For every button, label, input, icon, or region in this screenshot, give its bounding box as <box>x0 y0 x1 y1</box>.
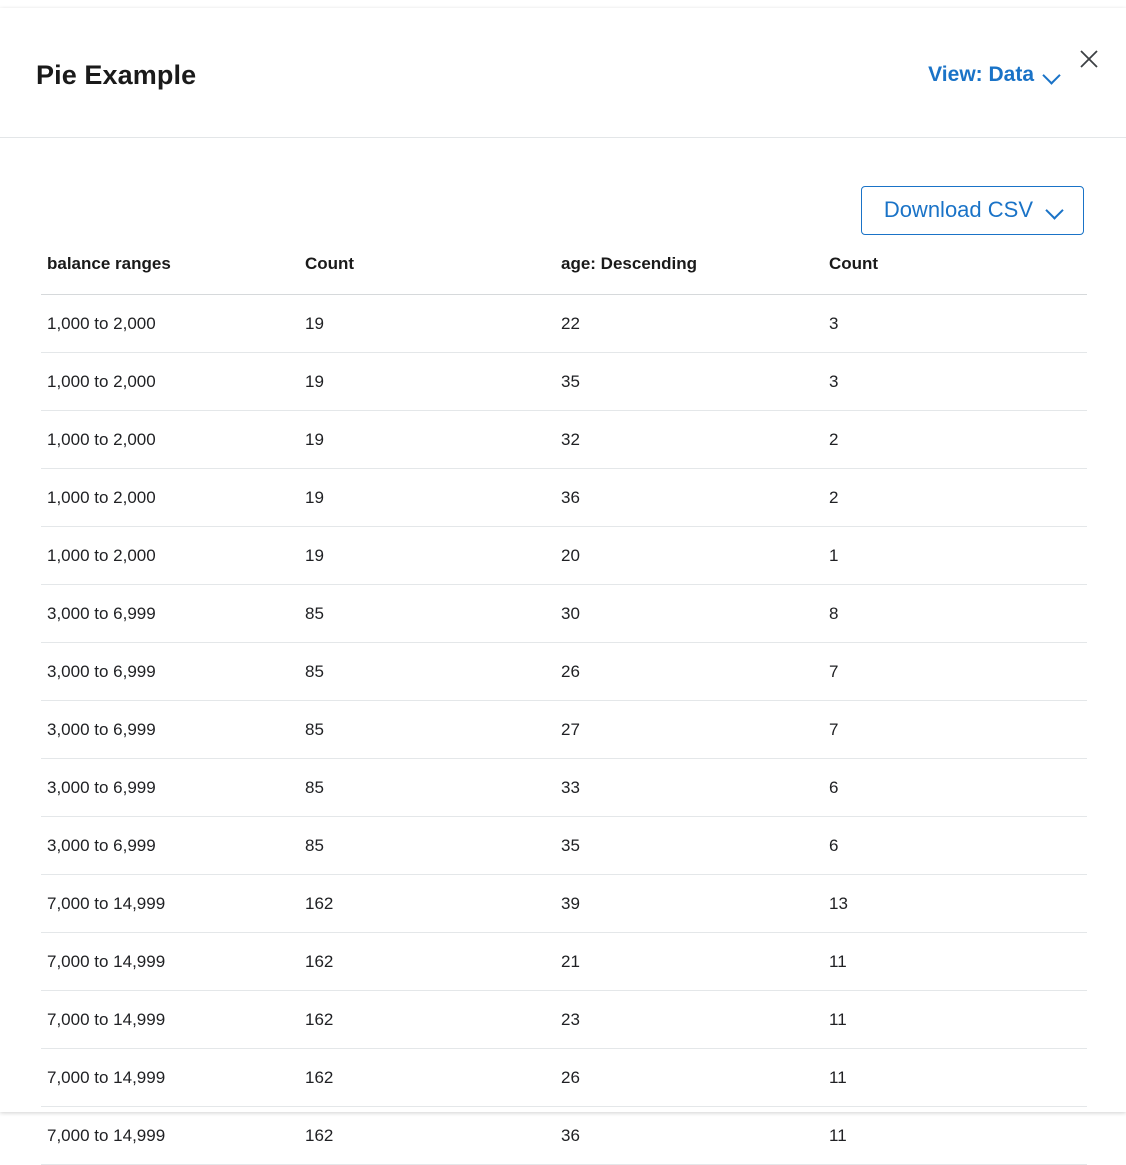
cell-balance-range: 1,000 to 2,000 <box>41 527 305 585</box>
cell-age: 36 <box>561 1107 829 1165</box>
table-header <box>41 254 1087 295</box>
cell-age: 27 <box>561 701 829 759</box>
download-csv-button[interactable] <box>861 186 1084 235</box>
cell-balance-range: 3,000 to 6,999 <box>41 643 305 701</box>
table-row <box>41 411 1087 469</box>
cell-count-2: 3 <box>829 353 1087 411</box>
table-row <box>41 991 1087 1049</box>
cell-age: 35 <box>561 817 829 875</box>
cell-age: 33 <box>561 759 829 817</box>
cell-count-1: 19 <box>305 527 561 585</box>
cell-age: 21 <box>561 933 829 991</box>
cell-balance-range: 7,000 to 14,999 <box>41 1107 305 1165</box>
cell-count-2: 11 <box>829 933 1087 991</box>
cell-age: 23 <box>561 991 829 1049</box>
table-row <box>41 933 1087 991</box>
table-row <box>41 527 1087 585</box>
cell-count-1: 19 <box>305 353 561 411</box>
table-row <box>41 295 1087 353</box>
cell-balance-range: 3,000 to 6,999 <box>41 817 305 875</box>
cell-count-2: 13 <box>829 875 1087 933</box>
cell-age: 35 <box>561 353 829 411</box>
cell-balance-range: 3,000 to 6,999 <box>41 701 305 759</box>
cell-balance-range: 7,000 to 14,999 <box>41 875 305 933</box>
cell-balance-range: 7,000 to 14,999 <box>41 991 305 1049</box>
cell-count-1: 162 <box>305 1107 561 1165</box>
cell-count-2: 11 <box>829 1049 1087 1107</box>
table-row <box>41 1107 1087 1165</box>
cell-count-1: 162 <box>305 933 561 991</box>
cell-count-2: 11 <box>829 991 1087 1049</box>
cell-balance-range: 1,000 to 2,000 <box>41 469 305 527</box>
cell-age: 30 <box>561 585 829 643</box>
cell-count-2: 6 <box>829 759 1087 817</box>
cell-count-2: 2 <box>829 469 1087 527</box>
table-body <box>41 295 1087 1165</box>
cell-count-2: 6 <box>829 817 1087 875</box>
table-row <box>41 643 1087 701</box>
column-header-count-1[interactable]: Count <box>305 254 561 295</box>
cell-count-2: 1 <box>829 527 1087 585</box>
cell-balance-range: 7,000 to 14,999 <box>41 1049 305 1107</box>
table-row <box>41 469 1087 527</box>
download-area <box>861 186 1084 235</box>
cell-count-2: 7 <box>829 643 1087 701</box>
table-header-row <box>41 254 1087 295</box>
table-row <box>41 759 1087 817</box>
chevron-down-icon <box>1047 202 1063 218</box>
table-row <box>41 1049 1087 1107</box>
cell-balance-range: 3,000 to 6,999 <box>41 585 305 643</box>
cell-age: 20 <box>561 527 829 585</box>
cell-count-2: 3 <box>829 295 1087 353</box>
cell-balance-range: 3,000 to 6,999 <box>41 759 305 817</box>
view-selector-label: View: Data <box>928 63 1034 86</box>
page-title: Pie Example <box>36 60 197 90</box>
cell-age: 26 <box>561 643 829 701</box>
cell-count-2: 8 <box>829 585 1087 643</box>
cell-age: 32 <box>561 411 829 469</box>
cell-balance-range: 7,000 to 14,999 <box>41 933 305 991</box>
cell-count-1: 85 <box>305 759 561 817</box>
column-header-age-descending[interactable]: age: Descending <box>561 254 829 295</box>
table-row <box>41 585 1087 643</box>
cell-age: 22 <box>561 295 829 353</box>
table-row <box>41 701 1087 759</box>
cell-age: 26 <box>561 1049 829 1107</box>
cell-count-1: 162 <box>305 991 561 1049</box>
cell-count-1: 19 <box>305 411 561 469</box>
view-selector[interactable] <box>928 63 1060 87</box>
table-row <box>41 875 1087 933</box>
table-row <box>41 353 1087 411</box>
cell-count-1: 85 <box>305 643 561 701</box>
cell-count-1: 162 <box>305 875 561 933</box>
cell-balance-range: 1,000 to 2,000 <box>41 411 305 469</box>
cell-count-2: 2 <box>829 411 1087 469</box>
table-row <box>41 817 1087 875</box>
close-icon[interactable] <box>1074 44 1104 74</box>
cell-count-1: 162 <box>305 1049 561 1107</box>
column-header-count-2[interactable]: Count <box>829 254 1087 295</box>
cell-age: 39 <box>561 875 829 933</box>
chevron-down-icon <box>1044 67 1060 83</box>
cell-count-1: 85 <box>305 585 561 643</box>
cell-count-1: 19 <box>305 295 561 353</box>
cell-count-1: 85 <box>305 817 561 875</box>
data-modal <box>0 8 1126 1145</box>
cell-count-2: 7 <box>829 701 1087 759</box>
modal-header <box>0 8 1126 138</box>
column-header-balance-ranges[interactable]: balance ranges <box>41 254 305 295</box>
cell-balance-range: 1,000 to 2,000 <box>41 353 305 411</box>
data-table <box>41 254 1087 1165</box>
download-csv-label: Download CSV <box>883 197 1033 222</box>
cell-count-2: 11 <box>829 1107 1087 1165</box>
cell-count-1: 19 <box>305 469 561 527</box>
cell-count-1: 85 <box>305 701 561 759</box>
cell-age: 36 <box>561 469 829 527</box>
cell-balance-range: 1,000 to 2,000 <box>41 295 305 353</box>
